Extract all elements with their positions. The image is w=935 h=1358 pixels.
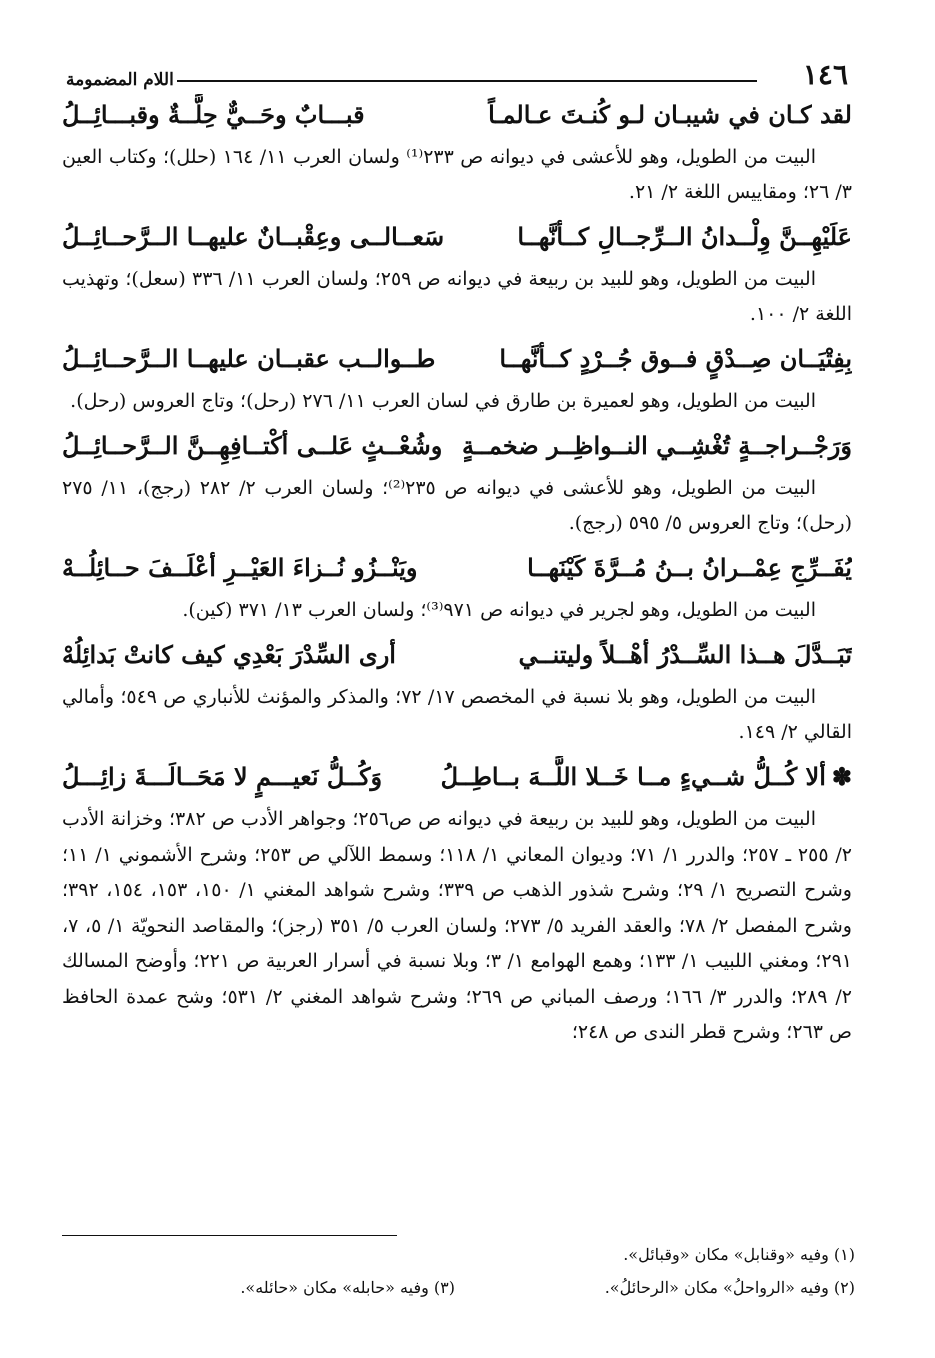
- verse-commentary: البيت من الطويل، وهو للأعشى في ديوانه ص ٢٣٥⁽²⁾؛ ولسان العرب ٢/ ٢٨٢ (رجج)، ١١/ ٢٧٥ (رحل)؛ وتاج العروس ٥/ ٥٩٥ (رجج).: [62, 477, 852, 534]
- second-hemistich: سَعــالــى وعِقْبــانٌ عليهــا الــرَّحــائِــلُ: [62, 222, 445, 251]
- verse-commentary: البيت من الطويل، وهو للبيد بن ربيعة في ديوانه ص ص٢٥٦؛ وجواهر الأدب ص ٣٨٢؛ وخزانة الأدب ٢/ ٢٥٥ ـ ٢٥٧؛ والدرر ١/ ٧١؛ وديوان المعاني ١/ ١١٨؛ وسمط اللآلي ص ٢٥٣؛ وشرح الأشموني ١/ ١١؛ وشرح التصريح ١/ ٢٩؛ وشرح شذور الذهب ص ٣٣٩؛ وشرح شواهد المغني ١/ ١٥٠، ١٥٣، ١٥٤، ٣٩٢؛ وشرح المفصل ٢/ ٧٨؛ والعقد الفريد ٥/ ٢٧٣؛ ولسان العرب ٥/ ٣٥١ (رجز)؛ والمقاصد النحويّة ١/ ٥، ٧، ٢٩١؛ ومغني اللبيب ١/ ١٣٣؛ وهمع الهوامع ١/ ٣؛ وبلا نسبة في أسرار العربية ص ٢٢١؛ وأوضح المسالك ٢/ ٢٨٩؛ والدرر ٣/ ١٦٦؛ ورصف المباني ص ٢٦٩؛ وشرح شواهد المغني ٢/ ٥٣١؛ وشح عمدة الحافظ ص ٢٦٣؛ وشرح قطر الندى ص ٢٤٨؛: [62, 808, 852, 1043]
- page: [62, 50, 852, 1057]
- first-hemistich: تَبَــدَّلَ هــذا السِّــدْرُ أهْــلاً وليتنــي: [518, 640, 852, 669]
- first-hemistich: يُفَــرِّجِ عِمْــرانُ بــنُ مُــرَّةَ كَيْنَهــا: [527, 553, 852, 582]
- star-marker: ✽: [831, 762, 852, 791]
- verse-commentary: البيت من الطويل، وهو لجرير في ديوانه ص ٩٧١⁽³⁾؛ ولسان العرب ١٣/ ٣٧١ (كين).: [182, 599, 816, 621]
- second-hemistich: قبـــابٌ وحَــيٌّ حِلَّــةٌ وقبـــائِــلُ: [62, 100, 365, 129]
- footnote-row: [75, 1271, 855, 1304]
- first-hemistich: بِفِتْيَــان صِــدْقٍ فــوق جُــرْدٍ كــأنَّهــا: [499, 344, 852, 373]
- footnote-rule: [62, 1235, 397, 1236]
- verse-line: [62, 94, 852, 140]
- verse-entry: [62, 756, 852, 1051]
- first-hemistich: وَرَجْــراجــةٍ تُغْشِــي النــواظِــر ضخمــةٍ: [462, 431, 852, 460]
- footnote-2: (٢) وفيه «الرواحلُ» مكان «الرحائلُ».: [604, 1278, 855, 1297]
- verse-line: [62, 634, 852, 680]
- second-hemistich: ويَنْــزُو نُــزاءَ العَيْــرِ أعْلَــفَ حــائِلُــهْ: [62, 553, 418, 582]
- second-hemistich: وشُعْــثٍ عَلــى أكْتــافِهِــنَّ الــرَّحــائِــلُ: [62, 431, 443, 460]
- first-hemistich: لقد كـان في شيبـان لـو كُنـتَ عـالمـاً: [488, 100, 852, 129]
- verse-line: [62, 216, 852, 262]
- first-hemistich: [441, 756, 852, 798]
- footnote-3: (٣) وفيه «حابله» مكان «حائله».: [240, 1278, 455, 1297]
- verse-entry: [62, 216, 852, 332]
- footnote-1: (١) وفيه «وقنابل» مكان «وقبائل».: [623, 1245, 855, 1264]
- verse-entry: [62, 547, 852, 628]
- verse-commentary: البيت من الطويل، وهو لعميرة بن طارق في لسان العرب ١١/ ٢٧٦ (رحل)؛ وتاج العروس (رحل).: [70, 390, 816, 412]
- first-hemistich: عَلَيْهِــنَّ وِلْــدانُ الــرِّجــالِ كــأنَّهــا: [517, 222, 852, 251]
- verse-commentary: البيت من الطويل، وهو للبيد بن ربيعة في ديوانه ص ٢٥٩؛ ولسان العرب ١١/ ٣٣٦ (سعل)؛ وتهذيب اللغة ٢/ ١٠٠.: [62, 268, 852, 325]
- header-rule: [177, 80, 757, 82]
- verse-line: [62, 338, 852, 384]
- verse-line: [62, 425, 852, 471]
- second-hemistich: طــوالــب عقبــان عليهــا الــرَّحــائِــلُ: [62, 344, 436, 373]
- verse-line: [62, 756, 852, 802]
- verse-commentary: البيت من الطويل، وهو للأعشى في ديوانه ص ٢٣٣⁽¹⁾ ولسان العرب ١١/ ١٦٤ (حلل)؛ وكتاب العين ٣/ ٢٦؛ ومقاييس اللغة ٢/ ٢١.: [62, 146, 852, 203]
- verse-entry: [62, 94, 852, 210]
- first-hemistich-text: ألا كُــلُّ شــيءٍ مــا خَــلا اللَّــهَ بــاطِــلُ: [440, 762, 826, 791]
- verse-entry: [62, 338, 852, 419]
- second-hemistich: أرى السِّدْرَ بَعْدِي كيف كانتْ بَدائِلُهْ: [62, 640, 396, 669]
- verse-line: [62, 547, 852, 593]
- verse-commentary: البيت من الطويل، وهو بلا نسبة في المخصص ١٧/ ٧٢؛ والمذكر والمؤنث للأنباري ص ٥٤٩؛ وأمالي القالي ٢/ ١٤٩.: [62, 686, 852, 743]
- second-hemistich: وَكُــلُّ نَعيـــمٍ لا مَحَــالَـــةَ زائِـــلُ: [62, 762, 383, 791]
- page-number: ١٤٦: [802, 58, 848, 91]
- section-title: اللام المضمومة: [66, 70, 174, 90]
- verse-entry: [62, 634, 852, 750]
- running-header: [62, 50, 852, 94]
- verse-entry: [62, 425, 852, 541]
- footnotes: [75, 1238, 855, 1304]
